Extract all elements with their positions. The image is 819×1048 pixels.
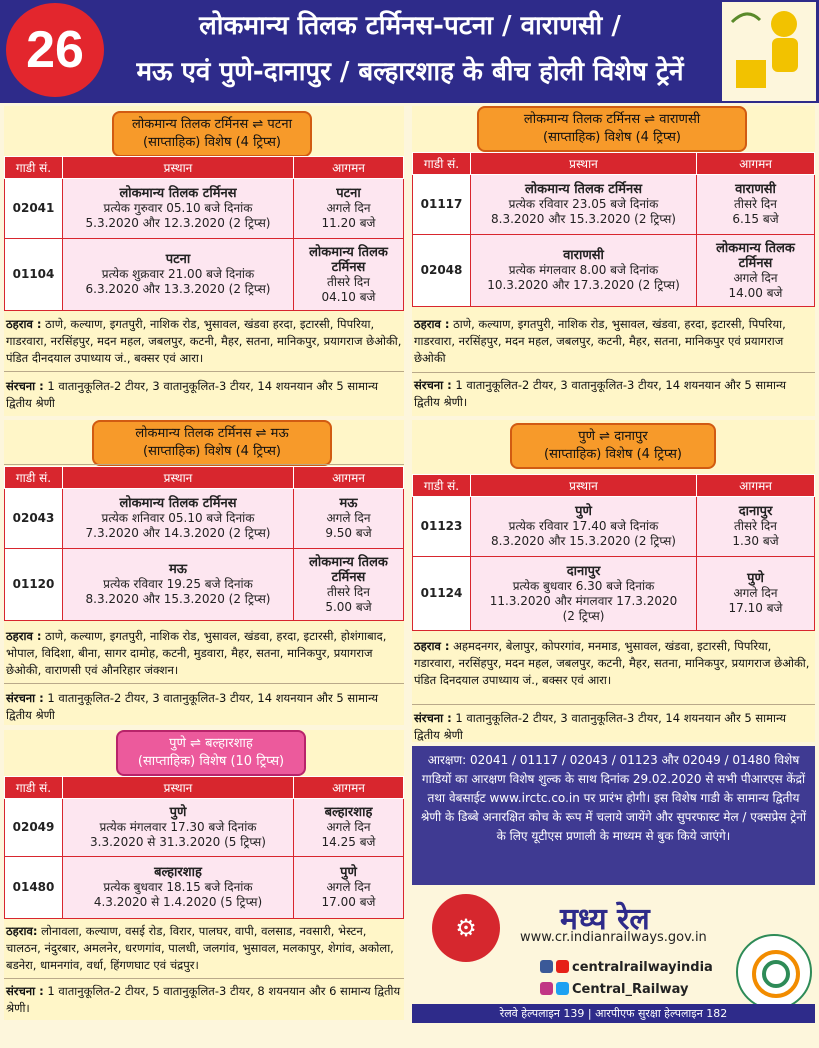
schedule-table: गाडी सं. प्रस्थान आगमन 01123 पुणे प्रत्येक रविवार 17.40 बजे दिनांक 8.3.2020 और 15.3.2020 (2 ट्रिप्स) दानापुर तीसरे दिन 1.30 बजे 01124 दानापुर प्रत्येक बुधवार 6.30 बजे दिनांक 11.3.2020 और मंगलवार 17.3.2020 (2 ट्रिप्स) पुणे अगले दिन 17.10 बजे — [412, 474, 815, 631]
composition-text: संरचना : 1 वातानुकूलित-2 टीयर, 3 वातानुकूलित-3 टीयर, 14 शयनयान और 5 सामान्य द्वितीय श्रेणी — [414, 711, 787, 742]
page-title-line2: मऊ एवं पुणे-दानापुर / बल्हारशाह के बीच होली विशेष ट्रेनें — [136, 57, 684, 87]
facebook-youtube-handle[interactable]: centralrailwayindia — [540, 960, 713, 975]
table-row: 02048 वाराणसी प्रत्येक मंगलवार 8.00 बजे दिनांक 10.3.2020 और 17.3.2020 (2 ट्रिप्स) लोकमान्य तिलक टर्मिनस अगले दिन 14.00 बजे — [413, 235, 815, 307]
table-row: 02043 लोकमान्य तिलक टर्मिनस प्रत्येक शनिवार 05.10 बजे दिनांक 7.3.2020 और 14.3.2020 (2 ट्रिप्स) मऊ अगले दिन 9.50 बजे — [5, 489, 404, 549]
schedule-table: गाडी सं. प्रस्थान आगमन 02049 पुणे प्रत्येक मंगलवार 17.30 बजे दिनांक 3.3.2020 से 31.3.2020 (5 ट्रिप्स) बल्हारशाह अगले दिन 14.25 बजे 01480 बल्हारशाह प्रत्येक बुधवार 18.15 बजे दिनांक 4.3.2020 से 1.4.2020 (5 ट्रिप्स) पुणे अगले दिन 17.00 बजे — [4, 776, 404, 919]
schedule-table: गाडी सं. प्रस्थान आगमन 01117 लोकमान्य तिलक टर्मिनस प्रत्येक रविवार 23.05 बजे दिनांक 8.3.2020 और 15.3.2020 (2 ट्रिप्स) वाराणसी तीसरे दिन 6.15 बजे 02048 वाराणसी प्रत्येक मंगलवार 8.00 बजे दिनांक 10.3.2020 और 17.3.2020 (2 ट्रिप्स) लोकमान्य तिलक टर्मिनस अगले दिन 14.00 बजे — [412, 152, 815, 307]
halts-text: ठहराव : ठाणे, कल्याण, इगतपुरी, नाशिक रोड, भुसावल, खंडवा, हरदा, इटारसी, होशंगाबाद, भोपाल, विदिशा, बीना, सागर दामोह, कटनी, मुडवारा, मैहर, सतना, मानिकपुर, प्रयागराज छेओकी, वाराणसी एवं औनरिहार जंक्शन। — [6, 629, 387, 677]
section-ltt-varanasi — [412, 106, 815, 416]
table-row: 02049 पुणे प्रत्येक मंगलवार 17.30 बजे दिनांक 3.3.2020 से 31.3.2020 (5 ट्रिप्स) बल्हारशाह अगले दिन 14.25 बजे — [5, 799, 404, 857]
youtube-icon — [556, 960, 569, 973]
composition-text: संरचना : 1 वातानुकूलित-2 टीयर, 3 वातानुकूलित-3 टीयर, 14 शयनयान और 5 सामान्य द्वितीय श्रेणी। — [414, 378, 787, 409]
halts-text: ठहराव: लोनावला, कल्याण, वसई रोड, विरार, पालघर, वापी, वलसाड, नवसारी, भेस्टन, चालठन, नंदुरबार, अमलनेर, धरणगांव, पालधी, जलगांव, भुसावल, मलकापुर, शेगांव, अकोला, बडनेरा, धामनगांव, वर्धा, हिंगणघाट एवं चंद्रपुर। — [6, 924, 394, 972]
section-pune-balharshah — [4, 730, 404, 1020]
instagram-twitter-handle[interactable]: Central_Railway — [540, 982, 689, 997]
schedule-table: गाडी सं. प्रस्थान आगमन 02041 लोकमान्य तिलक टर्मिनस प्रत्येक गुरुवार 05.10 बजे दिनांक 5.3.2020 और 12.3.2020 (2 ट्रिप्स) पटना अगले दिन 11.20 बजे 01104 पटना प्रत्येक शुक्रवार 21.00 बजे दिनांक 6.3.2020 और 13.3.2020 (2 ट्रिप्स) लोकमान्य तिलक टर्मिनस तीसरे दिन 04.10 बजे — [4, 156, 404, 311]
page-title-line1: लोकमान्य तिलक टर्मिनस-पटना / वाराणसी / — [199, 11, 621, 41]
halts-text: ठहराव : ठाणे, कल्याण, इगतपुरी, नाशिक रोड, भुसावल, खंडवा हरदा, इटारसी, पिपरिया, गाडरवारा, नरसिंहपुर, मदन महल, जबलपुर, कटनी, मैहर, सतना, मानिकपुर, प्रयागराज छेओकी, पंडित दीनदयाल उपाध्याय जं., बक्सर एवं आरा। — [6, 317, 402, 365]
table-row: 01124 दानापुर प्रत्येक बुधवार 6.30 बजे दिनांक 11.3.2020 और मंगलवार 17.3.2020 (2 ट्रिप्स) पुणे अगले दिन 17.10 बजे — [413, 557, 815, 631]
halts-text: ठहराव : अहमदनगर, बेलापुर, कोपरगांव, मनमाड, भुसावल, खंडवा, इटारसी, पिपरिया, गडारवारा, नरसिंहपुर, मदन महल, जबलपुर, कटनी, मैहर, सतना, मानिकपुर, प्रयागराज छेओकी, पंडित दिनदयाल उपाध्याय जं., बक्सर एवं आरा। — [414, 639, 810, 687]
notice-number-badge: 26 — [6, 3, 104, 97]
schedule-table: गाडी सं. प्रस्थान आगमन 02043 लोकमान्य तिलक टर्मिनस प्रत्येक शनिवार 05.10 बजे दिनांक 7.3.2020 और 14.3.2020 (2 ट्रिप्स) मऊ अगले दिन 9.50 बजे 01120 मऊ प्रत्येक रविवार 19.25 बजे दिनांक 8.3.2020 और 15.3.2020 (2 ट्रिप्स) लोकमान्य तिलक टर्मिनस तीसरे दिन 5.00 बजे — [4, 466, 404, 621]
composition-text: संरचना : 1 वातानुकूलित-2 टीयर, 3 वातानुकूलित-3 टीयर, 14 शयनयान और 5 सामान्य द्वितीय श्रेणी — [6, 379, 379, 410]
table-row: 01123 पुणे प्रत्येक रविवार 17.40 बजे दिनांक 8.3.2020 और 15.3.2020 (2 ट्रिप्स) दानापुर तीसरे दिन 1.30 बजे — [413, 497, 815, 557]
table-row: 02041 लोकमान्य तिलक टर्मिनस प्रत्येक गुरुवार 05.10 बजे दिनांक 5.3.2020 और 12.3.2020 (2 ट्रिप्स) पटना अगले दिन 11.20 बजे — [5, 179, 404, 239]
table-row: 01120 मऊ प्रत्येक रविवार 19.25 बजे दिनांक 8.3.2020 और 15.3.2020 (2 ट्रिप्स) लोकमान्य तिलक टर्मिनस तीसरे दिन 5.00 बजे — [5, 549, 404, 621]
route-heading: लोकमान्य तिलक टर्मिनस ⇌ पटना (साप्ताहिक) विशेष (4 ट्रिप्स) — [112, 111, 312, 157]
composition-text: संरचना : 1 वातानुकूलित-2 टीयर, 5 वातानुकूलित-3 टीयर, 8 शयनयान और 6 सामान्य द्वितीय श्रेणी। — [6, 984, 401, 1015]
swachh-bharat-emblem-icon — [736, 934, 812, 1010]
section-ltt-patna — [4, 106, 404, 416]
section-ltt-mau — [4, 420, 404, 725]
central-railway-brand: मध्य रेल — [560, 902, 650, 937]
table-row: 01480 बल्हारशाह प्रत्येक बुधवार 18.15 बजे दिनांक 4.3.2020 से 1.4.2020 (5 ट्रिप्स) पुणे अगले दिन 17.00 बजे — [5, 857, 404, 919]
twitter-icon — [556, 982, 569, 995]
section-pune-danapur — [412, 420, 815, 742]
route-heading: पुणे ⇌ बल्हारशाह (साप्ताहिक) विशेष (10 ट्रिप्स) — [116, 730, 306, 776]
table-row: 01117 लोकमान्य तिलक टर्मिनस प्रत्येक रविवार 23.05 बजे दिनांक 8.3.2020 और 15.3.2020 (2 ट्रिप्स) वाराणसी तीसरे दिन 6.15 बजे — [413, 175, 815, 235]
route-heading: लोकमान्य तिलक टर्मिनस ⇌ मऊ (साप्ताहिक) विशेष (4 ट्रिप्स) — [92, 420, 332, 466]
route-heading: लोकमान्य तिलक टर्मिनस ⇌ वाराणसी (साप्ताहिक) विशेष (4 ट्रिप्स) — [477, 106, 747, 152]
helpline-footer: रेलवे हेल्पलाइन 139 | आरपीएफ सुरक्षा हेल्पलाइन 182 — [412, 1004, 815, 1023]
route-heading: पुणे ⇌ दानापुर (साप्ताहिक) विशेष (4 ट्रिप्स) — [510, 423, 716, 469]
composition-text: संरचना : 1 वातानुकूलित-2 टीयर, 3 वातानुकूलित-3 टीयर, 14 शयनयान और 5 सामान्य द्वितीय श्रेणी — [6, 691, 379, 722]
reservation-info-box: आरक्षण: 02041 / 01117 / 02043 / 01123 और 02049 / 01480 विशेष गाडियों का आरक्षण विशेष शुल्क के साथ दिनांक 29.02.2020 से सभी पीआरएस केंद्रों तथा वेबसाईट www.irctc.co.in पर प्रारंभ होगी। इस विशेष गाडी के सामान्य द्वितीय श्रेणी के डिब्बे अनारक्षित कोच के रूप में चलाये जायेंगे और सुपरफास्ट मेल / एक्सप्रेस ट्रेनों के लिए यूटीएस प्रणाली के माध्यम से बुक किये जाएंगे। — [412, 746, 815, 885]
indian-railways-logo-icon: ⚙ — [432, 894, 500, 962]
holi-illustration — [722, 2, 816, 101]
website-link[interactable]: www.cr.indianrailways.gov.in — [520, 930, 707, 945]
halts-text: ठहराव : ठाणे, कल्याण, इगतपुरी, नाशिक रोड, भुसावल, खंडवा, हरदा, इटारसी, पिपरिया, गाडरवारा, नरसिंहपुर, मदन महल, जबलपुर, कटनी, मैहर, सतना, मानिकपुर एवं प्रयागराज छेओकी — [414, 317, 786, 365]
instagram-icon — [540, 982, 553, 995]
header-banner — [0, 0, 819, 103]
facebook-icon — [540, 960, 553, 973]
table-row: 01104 पटना प्रत्येक शुक्रवार 21.00 बजे दिनांक 6.3.2020 और 13.3.2020 (2 ट्रिप्स) लोकमान्य तिलक टर्मिनस तीसरे दिन 04.10 बजे — [5, 239, 404, 311]
